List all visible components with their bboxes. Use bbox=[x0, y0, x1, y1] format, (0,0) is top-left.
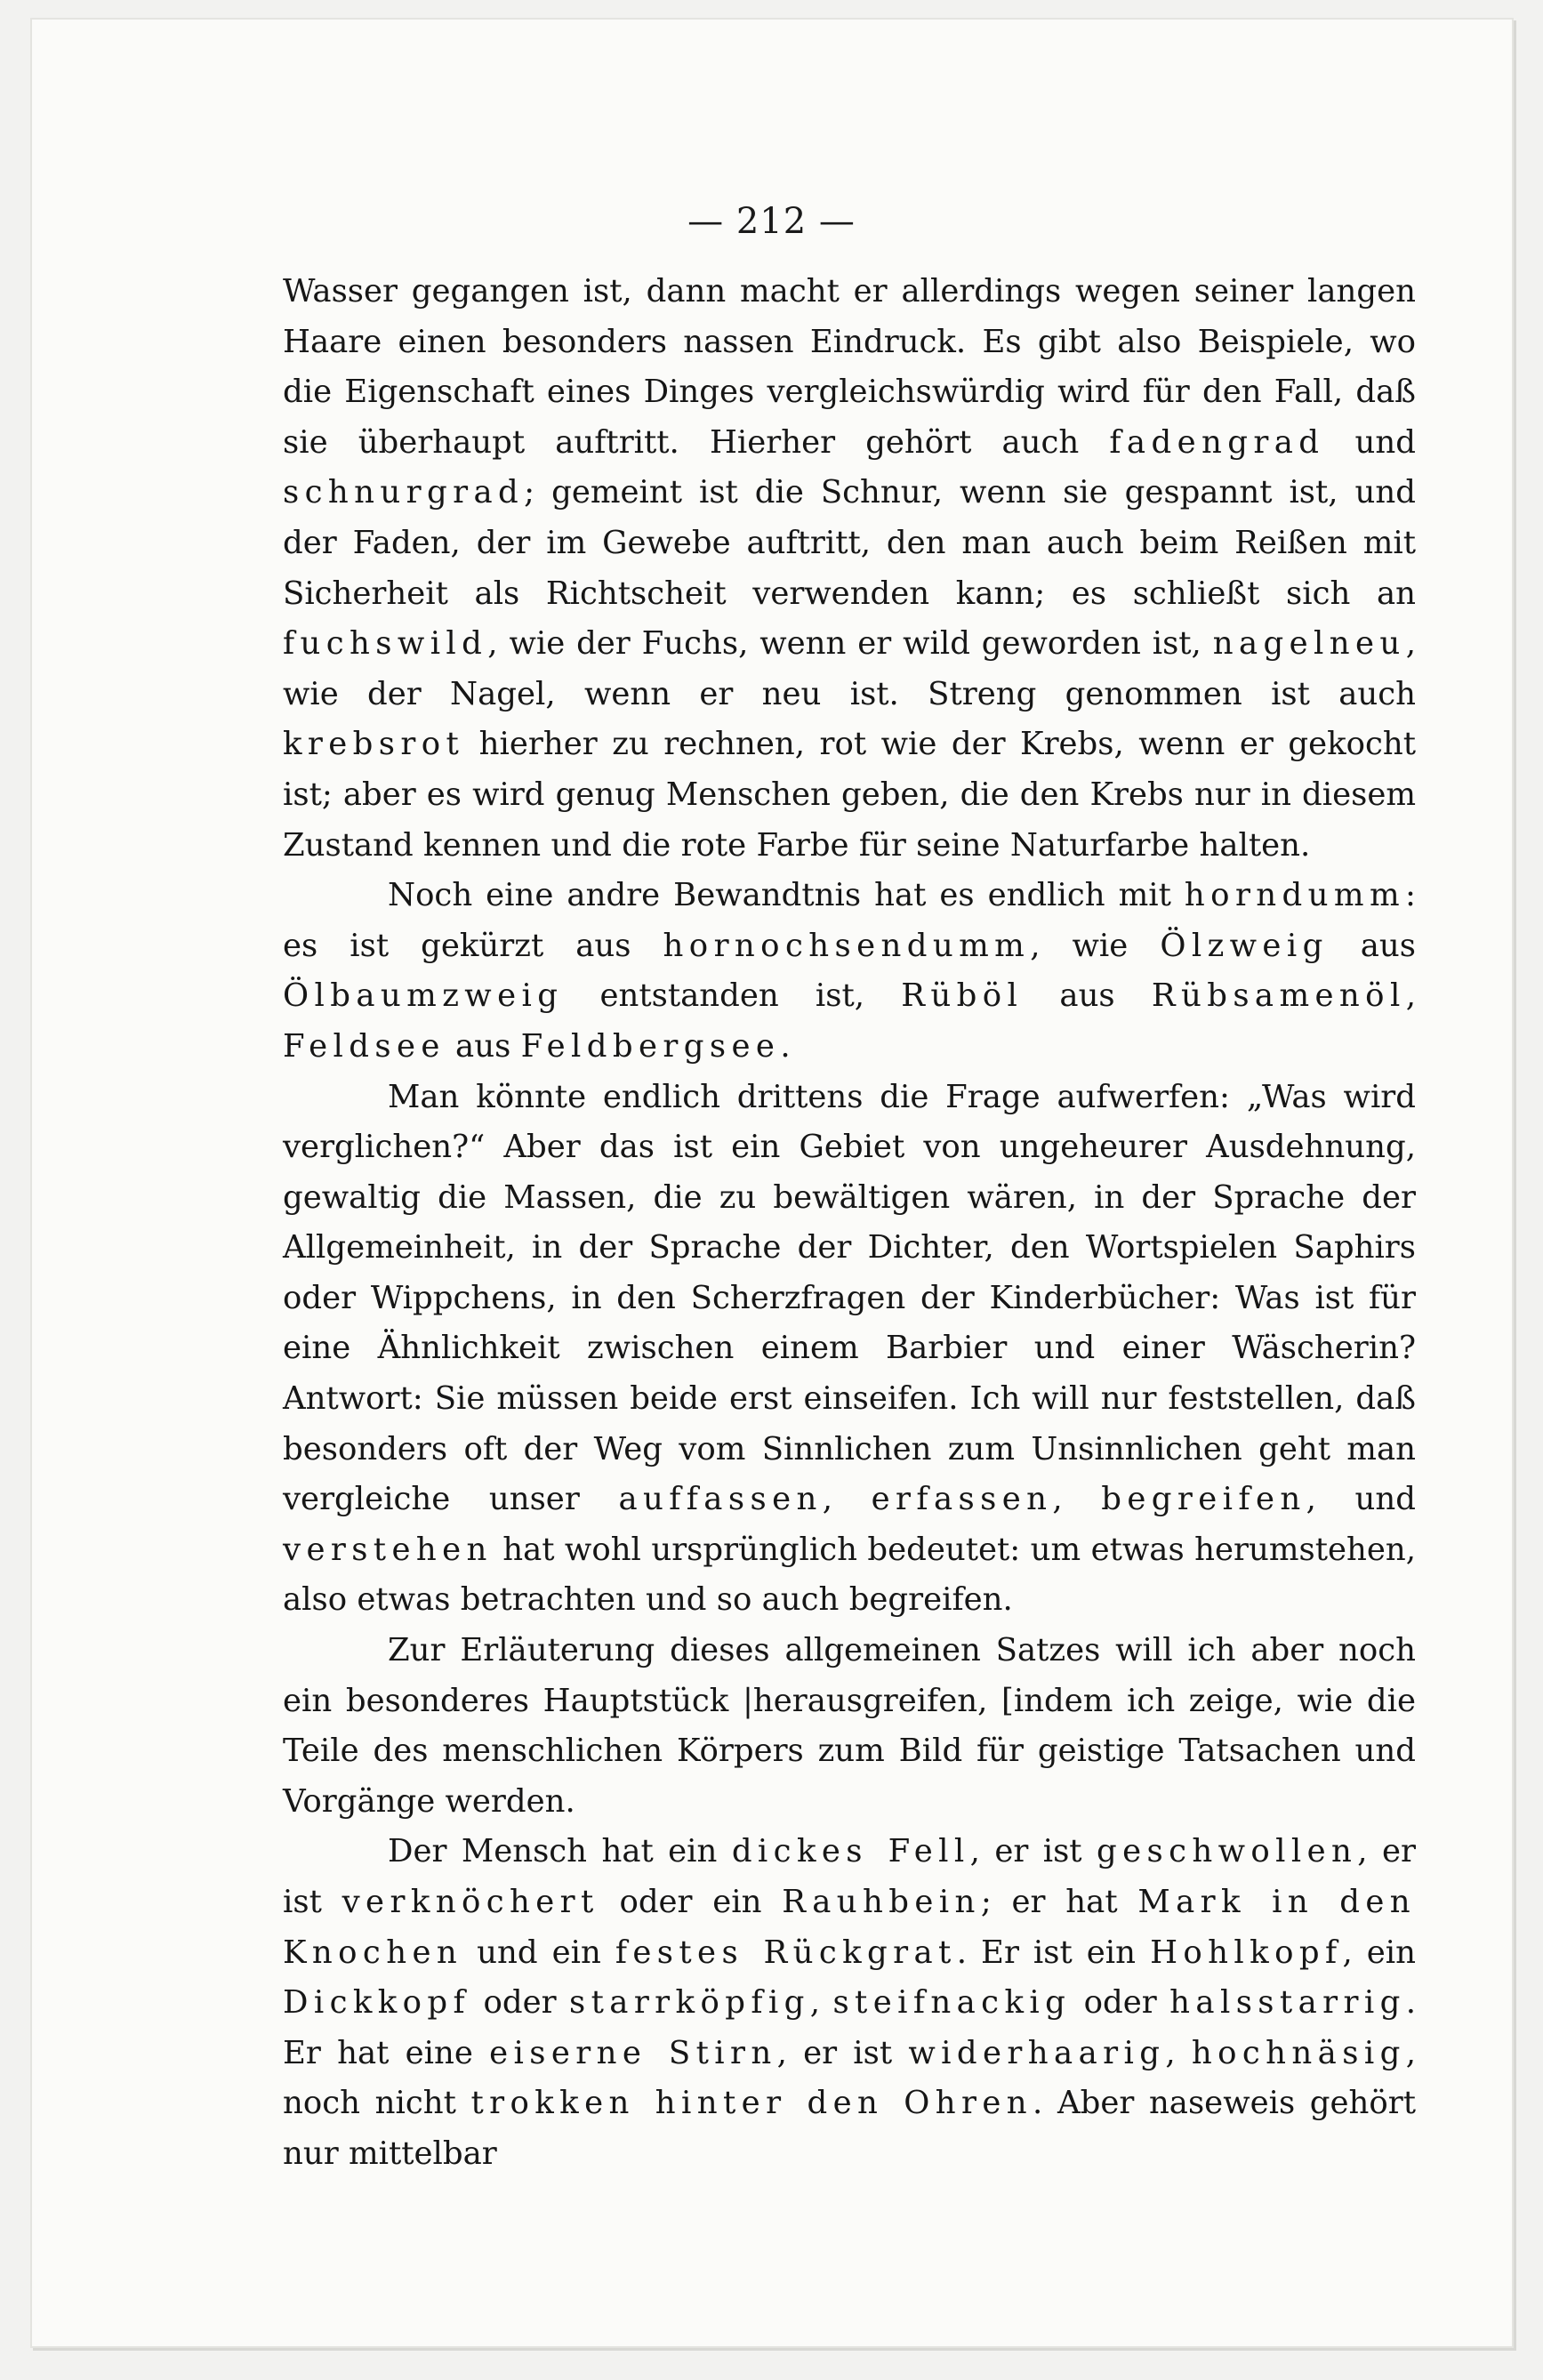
text-run: , noch nicht bbox=[283, 2034, 1416, 2122]
spaced-term: hochnäsig bbox=[1191, 2034, 1406, 2071]
text-run: , er ist bbox=[283, 1833, 1416, 1920]
text-run: entstanden ist, bbox=[563, 977, 902, 1015]
spaced-term: steifnackig bbox=[832, 1984, 1072, 2022]
spaced-term: halsstarrig bbox=[1169, 1984, 1406, 2022]
text-run: , wie bbox=[1030, 927, 1161, 964]
spaced-term: verstehen bbox=[283, 1531, 493, 1568]
text-run: hierher zu rechnen, rot wie der Krebs, wenn er gekocht ist; aber es wird genug Menschen geben, die den Krebs nur in diesem Zustand kennen und die rote Farbe für seine Naturfarbe halten. bbox=[283, 726, 1416, 864]
spaced-term: Ölbaumzweig bbox=[283, 977, 564, 1015]
text-run: , bbox=[809, 1984, 833, 2022]
spaced-term: eiserne Stirn bbox=[489, 2034, 777, 2071]
spaced-term: trokken hinter den Ohren bbox=[470, 2085, 1033, 2122]
text-run: . Aber naseweis gehört nur mittelbar bbox=[283, 2085, 1417, 2172]
text-run: . bbox=[780, 1027, 791, 1065]
text-run: , er ist bbox=[776, 2034, 909, 2071]
spaced-term: festes Rückgrat bbox=[615, 1934, 957, 1971]
text-run: Noch eine andre Bewandtnis hat es endlich mit bbox=[388, 877, 1185, 914]
spaced-term: erfassen bbox=[871, 1481, 1053, 1518]
spaced-term: horndumm bbox=[1184, 877, 1406, 914]
spaced-term: krebsrot bbox=[283, 726, 465, 763]
text-run: aus bbox=[1328, 927, 1416, 964]
spaced-term: Rauhbein bbox=[782, 1884, 981, 1920]
spaced-term: Rübsamenöl bbox=[1151, 977, 1406, 1015]
spaced-term: hornochsendumm bbox=[663, 927, 1031, 964]
text-run: Zur Erläuterung dieses allgemeinen Satzes will ich aber noch ein besonderes Hauptstück |herausgreifen, [indem ich zeige, wie die Teile des menschlichen Körpers zum Bild für geistige Tatsachen und Vorgänge werden. bbox=[283, 1632, 1416, 1820]
text-run: oder bbox=[1071, 1984, 1170, 2022]
text-run: , ein bbox=[1342, 1934, 1417, 1971]
spaced-term: dickes Fell bbox=[731, 1833, 970, 1870]
paragraph bbox=[283, 1827, 1416, 2179]
text-run: hat wohl ursprünglich bedeutet: um etwas herumstehen, also etwas betrachten und so auch begreifen. bbox=[283, 1531, 1416, 1619]
spaced-term: nagelneu bbox=[1212, 625, 1406, 663]
page-number: — 212 — bbox=[687, 201, 856, 242]
spaced-term: begreifen bbox=[1101, 1481, 1306, 1518]
spaced-term: schnurgrad bbox=[283, 474, 525, 511]
text-run: und ein bbox=[462, 1934, 615, 1971]
paragraph bbox=[283, 1073, 1416, 1627]
text-run: , und bbox=[1306, 1481, 1416, 1518]
spaced-term: fadengrad bbox=[1109, 423, 1325, 461]
text-run: . Er hat eine bbox=[283, 1984, 1416, 2071]
text-run: aus bbox=[445, 1027, 521, 1065]
text-run: , wie der Fuchs, wenn er wild geworden ist, bbox=[487, 625, 1213, 663]
spaced-term: Rüböl bbox=[901, 977, 1024, 1015]
spaced-term: Ölzweig bbox=[1160, 927, 1329, 964]
spaced-term: verknöchert bbox=[342, 1884, 599, 1920]
text-run: oder bbox=[470, 1984, 569, 2022]
text-run: , bbox=[822, 1481, 872, 1518]
spaced-term: widerhaarig bbox=[908, 2034, 1166, 2071]
text-run: oder ein bbox=[599, 1884, 783, 1920]
spaced-term: geschwollen bbox=[1096, 1833, 1358, 1870]
text-run: : es ist gekürzt aus bbox=[283, 877, 1416, 964]
text-run: , bbox=[1052, 1481, 1102, 1518]
spaced-term: fuchswild bbox=[283, 625, 488, 663]
spaced-term: Hohlkopf bbox=[1150, 1934, 1343, 1971]
paragraph bbox=[283, 1626, 1416, 1827]
text-run: , bbox=[1165, 2034, 1192, 2071]
spaced-term: starrköpfig bbox=[569, 1984, 810, 2022]
text-run: aus bbox=[1023, 977, 1152, 1015]
spaced-term: auffassen bbox=[618, 1481, 823, 1518]
paragraph bbox=[283, 871, 1416, 1072]
text-run: Der Mensch hat ein bbox=[388, 1833, 732, 1870]
text-run: , er ist bbox=[969, 1833, 1097, 1870]
body-text bbox=[283, 267, 1416, 2180]
spaced-term: Feldsee bbox=[283, 1027, 446, 1065]
text-run: Man könnte endlich drittens die Frage aufwerfen: „Was wird verglichen?“ Aber das ist ein Gebiet von ungeheurer Ausdehnung, gewaltig die Massen, die zu bewältigen wären, in der Sprache der Allgemeinheit, in der Sprache der Dichter, den Wortspielen Saphirs oder Wippchens, in den Scherzfragen der Kinderbücher: Was ist für eine Ähnlichkeit zwischen einem Barbier und einer Wäscherin? Antwort: Sie müssen beide erst einseifen. Ich will nur feststellen, daß besonders oft der Weg vom Sinnlichen zum Unsinnlichen geht man vergleiche unser bbox=[283, 1078, 1416, 1518]
spaced-term: Dickkopf bbox=[283, 1984, 471, 2022]
spaced-term: Feldbergsee bbox=[520, 1027, 781, 1065]
paragraph bbox=[283, 267, 1416, 871]
text-run: . Er ist ein bbox=[956, 1934, 1151, 1971]
text-run: , bbox=[1405, 977, 1416, 1015]
text-run: ; er hat bbox=[980, 1884, 1138, 1920]
text-run: , wie der Nagel, wenn er neu ist. Streng genommen ist auch bbox=[283, 625, 1416, 712]
text-run: ; gemeint ist die Schnur, wenn sie gespannt ist, und der Faden, der im Gewebe auftritt, den man auch beim Reißen mit Sicherheit als Richtscheit verwenden kann; es schließt sich an bbox=[283, 474, 1416, 612]
text-run: Wasser gegangen ist, dann macht er allerdings wegen seiner langen Haare einen besonders nassen Eindruck. Es gibt also Beispiele, wo die Eigenschaft eines Dinges vergleichswürdig wird für den Fall, daß sie überhaupt auftritt. Hierher gehört auch bbox=[283, 273, 1416, 461]
text-run: und bbox=[1324, 423, 1416, 461]
spaced-term: Mark in den Knochen bbox=[283, 1884, 1417, 1971]
